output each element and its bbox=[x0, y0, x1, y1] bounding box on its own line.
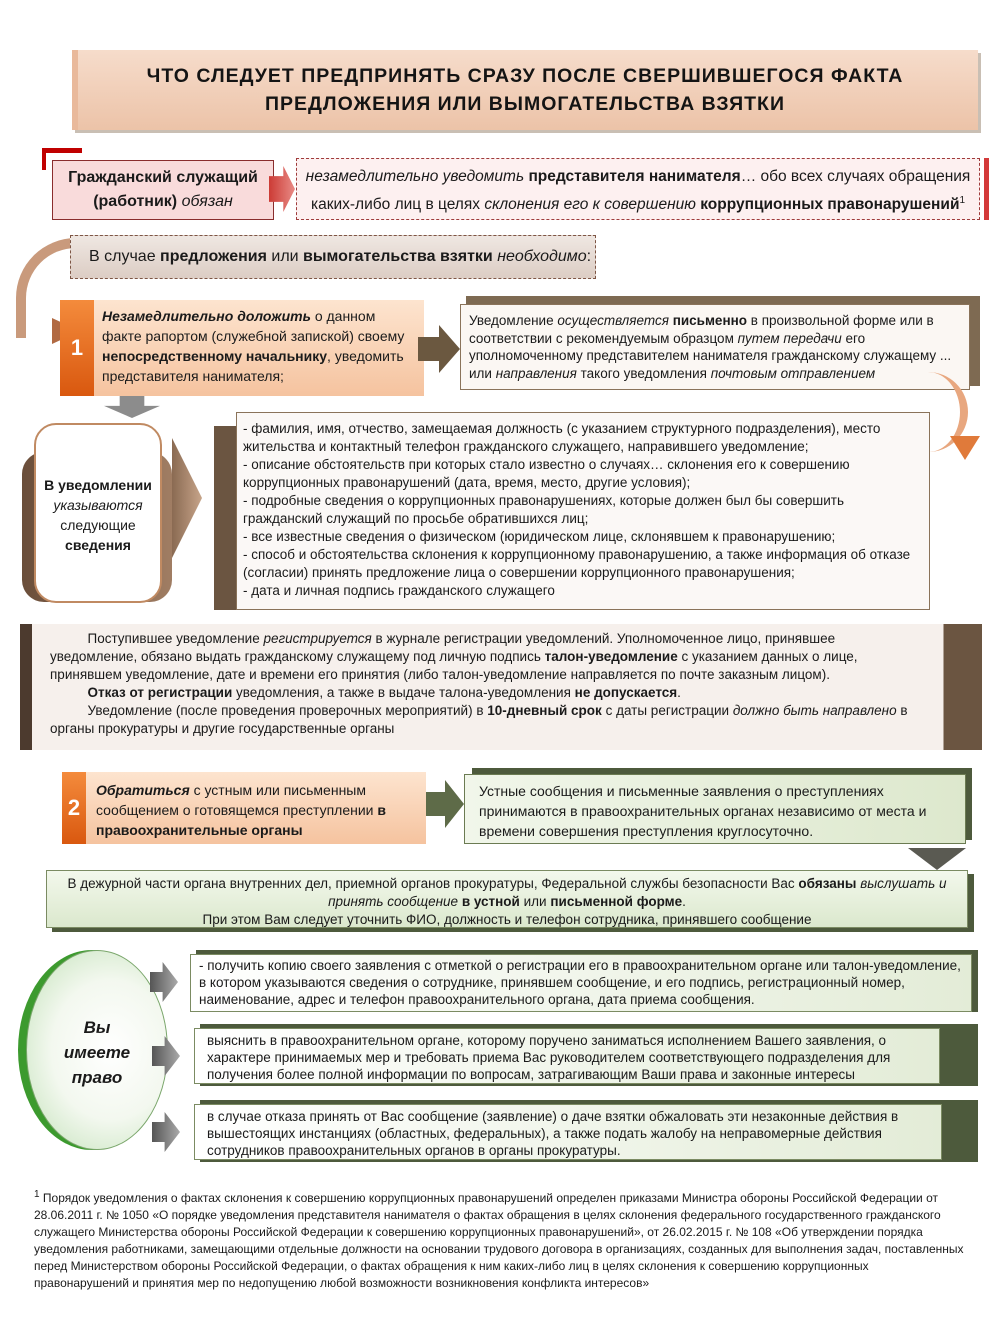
list-item: - все известные сведения о физическом (юридическом лице, склонявшем к правонарушению; bbox=[243, 529, 836, 544]
written-notice-box bbox=[460, 304, 970, 390]
arrow-right-icon bbox=[172, 438, 202, 558]
written-text-4: в произвольной форме или в соответствии с рекомендуемым образцом bbox=[469, 313, 934, 346]
notify-text-2: представителя нанимателя bbox=[528, 168, 741, 185]
notify-text-3: … обо всех случаях обращения каких-либо лиц в целях bbox=[310, 168, 971, 214]
written-text-5: путем передачи bbox=[737, 330, 842, 346]
step2-text-3: в правоохранительные органы bbox=[96, 802, 386, 838]
written-text-1: Уведомление bbox=[469, 313, 554, 328]
servant-line-2: (работник) bbox=[93, 193, 178, 210]
duty-text-2: обязаны bbox=[798, 876, 857, 891]
case-text-2: предложения bbox=[160, 248, 267, 265]
list-item: - фамилия, имя, отчество, замещаемая должность (с указанием структурного подразделения), место жительства и контактный телефон гражданского служащего, направившего уведомление; bbox=[243, 421, 881, 454]
arrow-down-icon bbox=[908, 848, 966, 870]
servant-obliged: обязан bbox=[181, 193, 233, 210]
step-number-2: 2 bbox=[62, 772, 86, 844]
written-text-7: направления bbox=[495, 365, 577, 381]
arrow-right-icon bbox=[418, 325, 460, 373]
written-text-9: почтовым отправлением bbox=[710, 365, 876, 381]
case-text-5: необходимо bbox=[497, 248, 587, 265]
registration-paragraph-2: Отказ от регистрации уведомления, а также в выдаче талона-уведомления не допускается. bbox=[87, 685, 681, 700]
title-line-2: ПРЕДЛОЖЕНИЯ ИЛИ ВЫМОГАТЕЛЬСТВА ВЗЯТКИ bbox=[265, 93, 785, 115]
right-item-2: выяснить в правоохранительном органе, которому поручено заниматься исполнением Вашего заявления, о характере принимаемых мер и требовать приема Вас руководителем соответствующего подразделения для получения более полной информации по вопросам, затрагивающим Ваши права и законные интересы bbox=[194, 1028, 940, 1084]
written-text-8: такого уведомления bbox=[580, 365, 707, 381]
case-text-6: : bbox=[586, 248, 592, 265]
red-side-mark bbox=[984, 158, 989, 220]
oral-reports-box: Устные сообщения и письменные заявления о преступлениях принимаются в правоохранительных органах независимо от места и времени совершения преступления круглосуточно. bbox=[464, 774, 966, 844]
registration-paragraph-3: Уведомление (после проведения проверочных мероприятий) в 10-дневный срок с даты регистрации должно быть направлено в органы прокуратуры и другие государственные органы bbox=[50, 703, 908, 736]
rights-label-1: Вы bbox=[83, 1018, 111, 1037]
page-title bbox=[72, 62, 978, 118]
notice-contents-label bbox=[34, 423, 162, 603]
duty-station-box bbox=[46, 870, 968, 928]
registration-box bbox=[20, 624, 982, 750]
right-item-3: в случае отказа принять от Вас сообщение (заявление) о даче взятки обжаловать эти незаконные действия в вышестоящих инстанциях (областных, федеральных), а также подать жалобу на неправомерные действия сотрудников правоохранительных органов в органы прокуратуры. bbox=[194, 1104, 942, 1160]
info-label-2: указываются bbox=[53, 497, 143, 513]
list-item: - способ и обстоятельства склонения к коррупционному правонарушению, а также информация об отказе (согласии) принять предложение лица о совершении коррупционного правонарушения; bbox=[243, 547, 911, 580]
step1-text-2: о данном факте рапортом (служебной запиской) своему bbox=[102, 308, 405, 344]
arrow-down-icon bbox=[104, 396, 160, 418]
notify-text-4: склонения его к совершению bbox=[484, 196, 696, 214]
step1-box bbox=[94, 300, 424, 396]
duty-text-7: . bbox=[682, 894, 686, 909]
list-item: - описание обстоятельств при которых стало известно о случаях… склонения его к совершению коррупционных правонарушений (дата, время, место, другие условия); bbox=[243, 457, 850, 490]
written-text-2: осуществляется bbox=[557, 313, 669, 328]
registration-paragraph-1: Поступившее уведомление регистрируется в журнале регистрации уведомлений. Уполномоченное лицо, принявшее уведомление, обязано выдать гражданскому служащему под личную подпись талон-уведомление с указанием данных о лице, принявшем уведомление, дате и времени его принятия (либо талон-уведомление направляется по почте заказным лицом). bbox=[50, 631, 858, 682]
case-text-1: В случае bbox=[89, 248, 156, 265]
duty-text-4: в устной bbox=[461, 894, 520, 909]
case-text-3: или bbox=[271, 248, 299, 265]
duty-text-3: выслушать и принять сообщение bbox=[328, 876, 947, 909]
footnote-mark: 1 bbox=[959, 195, 966, 206]
right-item-1: - получить копию своего заявления с отметкой о регистрации его в правоохранительном органе или талон-уведомление, в котором указываются сведения о сотруднике, принявшем сообщение, и его подпись, регистрационный номер, наименование, адрес и телефон правоохранительного органа, дата приема сообщения. bbox=[190, 954, 972, 1012]
notify-duty-box bbox=[296, 158, 980, 220]
rights-label bbox=[26, 950, 168, 1150]
info-label-3: следующие bbox=[60, 517, 136, 533]
duty-text-6: письменной форме bbox=[550, 894, 683, 909]
title-line-1: ЧТО СЛЕДУЕТ ПРЕДПРИНЯТЬ СРАЗУ ПОСЛЕ СВЕРШИВШЕГОСЯ ФАКТА bbox=[146, 65, 904, 87]
footnote bbox=[34, 1186, 964, 1292]
notify-text-1: незамедлительно уведомить bbox=[305, 168, 525, 185]
case-box bbox=[70, 235, 596, 279]
notice-contents-list bbox=[236, 412, 930, 610]
list-item: - подробные сведения о коррупционных правонарушениях, которые должен был бы совершить гражданский служащий по просьбе обратившихся лиц; bbox=[243, 493, 844, 526]
step1-text-1: Незамедлительно доложить bbox=[102, 308, 311, 324]
footnote-text: Порядок уведомления о фактах склонения к совершению коррупционных правонарушений определен приказами Министра обороны Российской Федерации от 28.06.2011 г. № 1050 «О порядке уведомления представителя нанимателя о фактах обращения в целях склонения федерального государственного гражданского служащего Министерства обороны Российской Федерации к совершению коррупционных правонарушений», от 26.02.2015 г. № 108 «Об утверждении порядка уведомления работниками, замещающими отдельные должности на основании трудового договора в организациях, созданных для выполнения задач, поставленных перед Министерством обороны Российской Федерации, о фактах обращения к ним каких-либо лиц в целях склонения к совершению коррупционных правонарушений и принятия мер по недопущению любой возможности возникновения конфликта интересов» bbox=[34, 1191, 964, 1290]
arrow-right-icon bbox=[152, 1112, 180, 1152]
red-corner-mark-vertical bbox=[42, 148, 46, 170]
step2-text-1: Обратиться bbox=[96, 782, 190, 798]
written-text-3: письменно bbox=[672, 313, 747, 328]
duty-text-1: В дежурной части органа внутренних дел, приемной органов прокуратуры, Федеральной службы безопасности Вас bbox=[67, 876, 795, 891]
rights-label-2: имеете bbox=[63, 1043, 131, 1062]
red-corner-mark bbox=[42, 148, 82, 153]
case-text-4: вымогательства взятки bbox=[303, 248, 493, 265]
step1-text-3: непосредственному начальнику bbox=[102, 348, 328, 364]
written-text-6: его уполномоченному представителем нанимателя гражданскому служащему ... или bbox=[469, 330, 952, 381]
rights-label-3: право bbox=[71, 1068, 123, 1087]
info-label-1: В уведомлении bbox=[44, 477, 152, 493]
step2-box bbox=[86, 772, 426, 844]
servant-line-1: Гражданский служащий bbox=[68, 169, 258, 186]
duty-text-8: При этом Вам следует уточнить ФИО, должность и телефон сотрудника, принявшего сообщение bbox=[202, 912, 812, 927]
arrow-right-icon bbox=[426, 780, 464, 828]
step2-text-2: с устным или письменным сообщением о готовящемся преступлении bbox=[96, 782, 374, 818]
duty-text-5: или bbox=[523, 894, 547, 909]
info-label-4: сведения bbox=[65, 537, 131, 553]
step-number-1: 1 bbox=[60, 300, 94, 396]
footnote-number: 1 bbox=[34, 1189, 40, 1200]
step1-text-4: , уведомить представителя нанимателя; bbox=[102, 348, 404, 384]
civil-servant-box bbox=[52, 160, 274, 220]
notify-text-5: коррупционных правонарушений bbox=[700, 196, 960, 214]
curved-arrow-head-icon bbox=[950, 436, 980, 460]
list-item: - дата и личная подпись гражданского служащего bbox=[243, 583, 555, 598]
